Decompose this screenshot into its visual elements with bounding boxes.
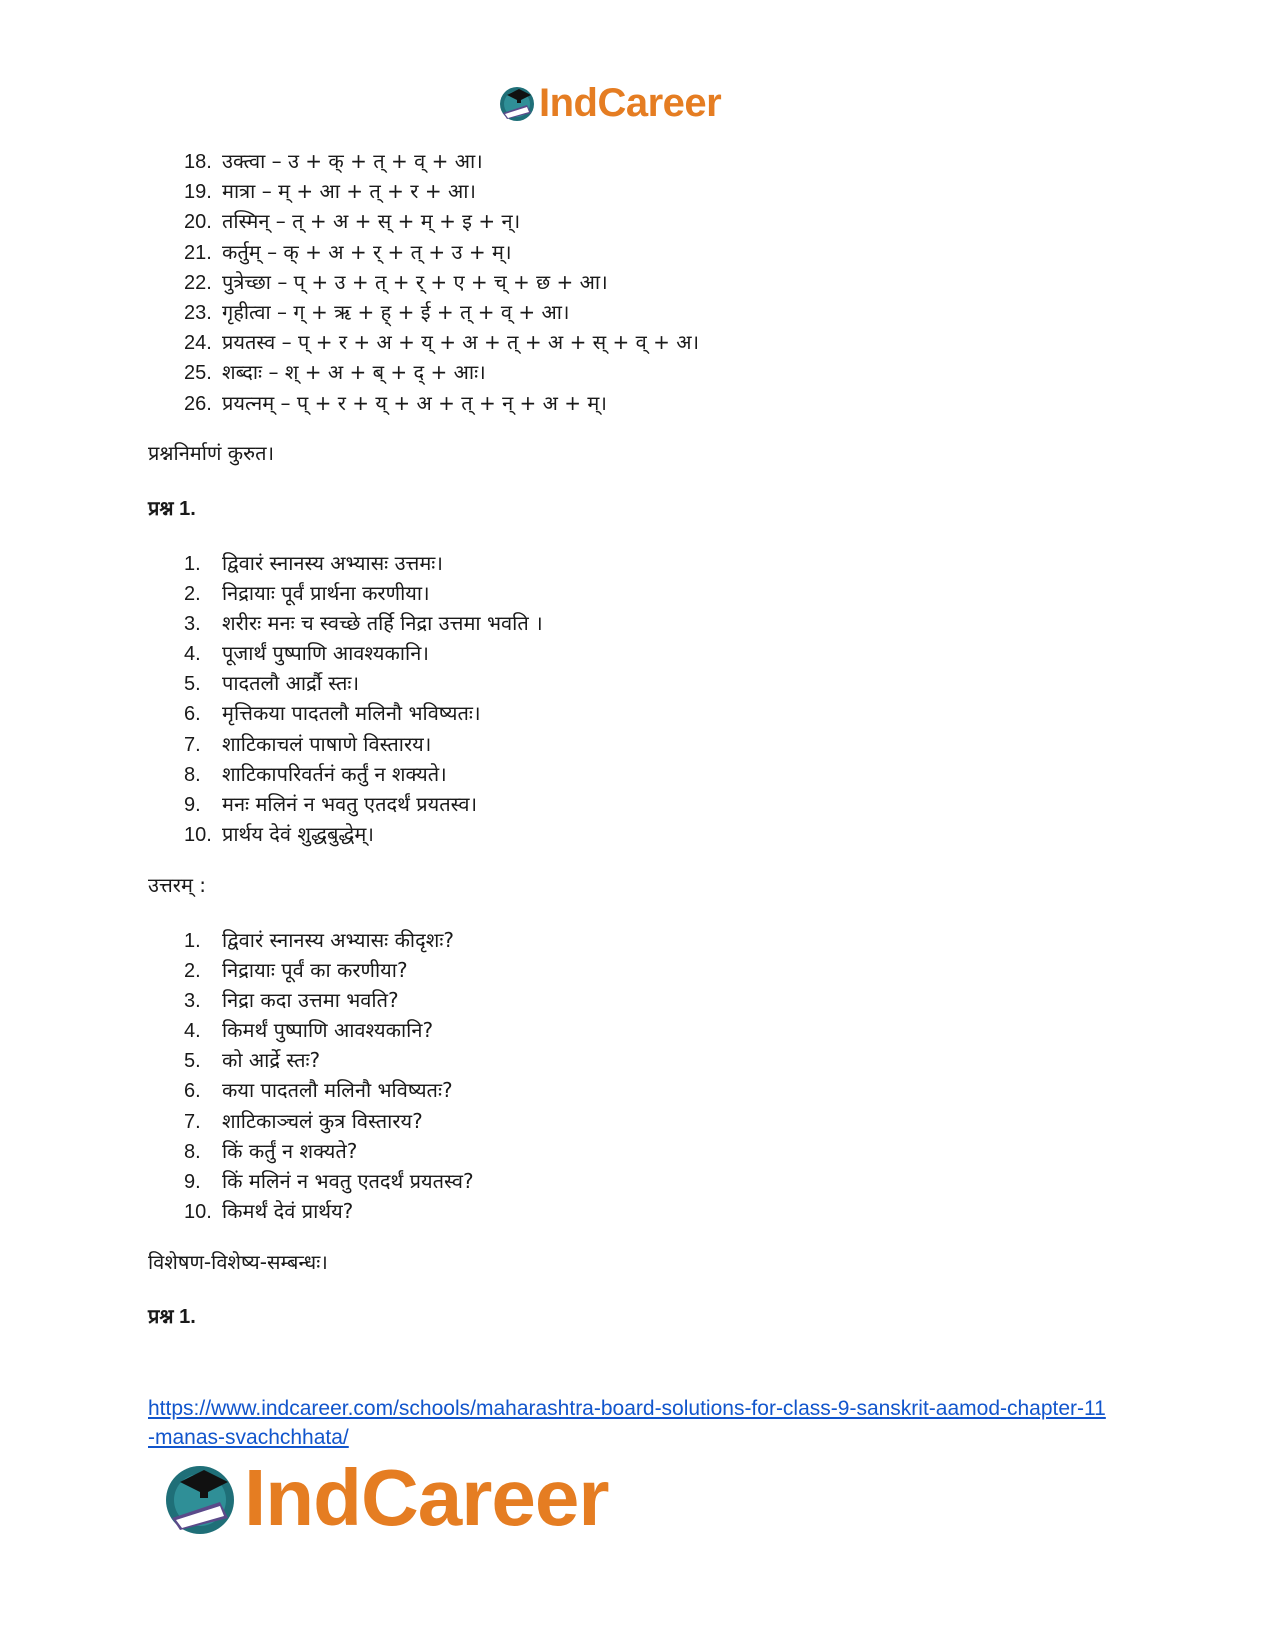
item-text: प्रयतस्व – प् + र + अ + य् + अ + त् + अ + स् + व् + अ। xyxy=(222,330,700,355)
item-text: किमर्थं पुष्पाणि आवश्यकानि? xyxy=(222,1018,434,1043)
list-item xyxy=(184,985,474,1015)
list-item xyxy=(184,608,543,638)
item-number: 5. xyxy=(184,1050,201,1073)
list-item xyxy=(184,237,699,267)
item-text: निद्रायाः पूर्वं प्रार्थना करणीया। xyxy=(222,581,430,606)
list-item xyxy=(184,1015,474,1045)
item-number: 4. xyxy=(184,643,201,666)
item-number: 20. xyxy=(184,211,212,234)
item-text: किं मलिनं न भवतु एतदर्थं प्रयतस्व? xyxy=(222,1168,474,1193)
item-number: 7. xyxy=(184,733,201,756)
list-item xyxy=(184,789,543,819)
item-number: 9. xyxy=(184,793,201,816)
item-text: शाटिकाचलं पाषाणे विस्तारय। xyxy=(222,731,432,756)
list-item xyxy=(184,759,543,789)
answer-label: उत्तरम् : xyxy=(148,873,207,897)
list-item xyxy=(184,955,474,985)
list-item xyxy=(184,267,699,297)
source-url-link[interactable]: https://www.indcareer.com/schools/maharashtra-board-solutions-for-class-9-sanskrit-aamod-chapter-11-manas-svachchhata/ xyxy=(148,1397,1106,1449)
list-item xyxy=(184,668,543,698)
list-item xyxy=(184,357,699,387)
list-item xyxy=(184,548,543,578)
item-number: 6. xyxy=(184,703,201,726)
item-text: तस्मिन् – त् + अ + स् + म् + इ + न्। xyxy=(222,209,521,234)
list-item xyxy=(184,176,699,206)
item-text: द्विवारं स्नानस्य अभ्यासः कीदृशः? xyxy=(222,928,454,952)
sandhi-split-list xyxy=(184,146,699,418)
question-label-text: प्रश्न 1. xyxy=(148,1306,196,1328)
item-number: 10. xyxy=(184,1200,212,1223)
item-number: 1. xyxy=(184,553,201,575)
list-item xyxy=(184,638,543,668)
item-number: 2. xyxy=(184,960,201,983)
item-number: 5. xyxy=(184,673,201,696)
answer-list xyxy=(184,925,474,1226)
statement-list xyxy=(184,548,543,849)
item-number: 19. xyxy=(184,181,212,204)
item-number: 18. xyxy=(184,151,212,173)
item-number: 8. xyxy=(184,1140,201,1163)
list-item xyxy=(184,146,699,176)
item-number: 2. xyxy=(184,583,201,606)
list-item xyxy=(184,1045,474,1075)
item-number: 21. xyxy=(184,241,212,264)
logo-wordmark: IndCareer xyxy=(244,1453,609,1542)
item-text: कर्तुम् – क् + अ + र् + त् + उ + म्। xyxy=(222,239,512,264)
list-item xyxy=(184,1166,474,1196)
item-text: निद्रायाः पूर्वं का करणीया? xyxy=(222,958,408,983)
item-text: मृत्तिकया पादतलौ मलिनौ भविष्यतः। xyxy=(222,701,481,726)
item-number: 25. xyxy=(184,362,212,385)
item-text: उक्त्वा – उ + क् + त् + व् + आ। xyxy=(222,149,483,173)
footer-logo[interactable] xyxy=(160,1455,608,1541)
list-item xyxy=(184,327,699,357)
item-number: 6. xyxy=(184,1080,201,1103)
item-number: 24. xyxy=(184,332,212,355)
item-number: 22. xyxy=(184,271,212,294)
list-item xyxy=(184,297,699,327)
item-text: शब्दाः – श् + अ + ब् + द् + आः। xyxy=(222,360,486,385)
item-text: मात्रा – म् + आ + त् + र + आ। xyxy=(222,179,476,204)
section-heading: प्रश्ननिर्माणं कुरुत। xyxy=(148,441,275,465)
list-item xyxy=(184,1136,474,1166)
list-item xyxy=(184,1106,474,1136)
item-number: 9. xyxy=(184,1170,201,1193)
list-item xyxy=(184,1196,474,1226)
list-item xyxy=(184,578,543,608)
item-number: 26. xyxy=(184,392,212,415)
item-text: किं कर्तुं न शक्यते? xyxy=(222,1138,358,1163)
question-label xyxy=(148,494,196,521)
item-text: को आर्द्रे स्तः? xyxy=(222,1048,321,1073)
list-item xyxy=(184,388,699,418)
question-label xyxy=(148,1302,196,1329)
item-text: पूजार्थं पुष्पाणि आवश्यकानि। xyxy=(222,641,429,666)
globe-graduation-cap-icon xyxy=(497,83,537,123)
item-text: द्विवारं स्नानस्य अभ्यासः उत्तमः। xyxy=(222,551,443,575)
item-text: कया पादतलौ मलिनौ भविष्यतः? xyxy=(222,1078,453,1103)
globe-graduation-cap-icon xyxy=(160,1458,240,1538)
item-number: 3. xyxy=(184,613,201,636)
item-text: शाटिकाञ्चलं कुत्र विस्तारय? xyxy=(222,1108,423,1133)
item-number: 3. xyxy=(184,990,201,1013)
item-text: पुत्रेच्छा – प् + उ + त् + र् + ए + च् + छ + आ। xyxy=(222,269,608,294)
item-text: शाटिकापरिवर्तनं कर्तुं न शक्यते। xyxy=(222,761,447,786)
list-item xyxy=(184,698,543,728)
item-text: शरीरः मनः च स्वच्छे तर्हि निद्रा उत्तमा भवति । xyxy=(222,611,543,636)
item-text: मनः मलिनं न भवतु एतदर्थं प्रयतस्व। xyxy=(222,791,478,816)
list-item xyxy=(184,925,474,955)
item-text: प्रयत्नम् – प् + र + य् + अ + त् + न् + अ + म्। xyxy=(222,390,607,415)
item-text: प्रार्थय देवं शुद्धबुद्धेम्। xyxy=(222,821,374,846)
item-number: 1. xyxy=(184,930,201,952)
section-heading: विशेषण-विशेष्य-सम्बन्धः। xyxy=(148,1250,328,1274)
item-text: किमर्थं देवं प्रार्थय? xyxy=(222,1198,354,1223)
item-number: 7. xyxy=(184,1110,201,1133)
list-item xyxy=(184,1075,474,1105)
header-logo[interactable] xyxy=(497,78,721,128)
item-number: 10. xyxy=(184,823,212,846)
item-number: 23. xyxy=(184,301,212,324)
item-text: पादतलौ आर्द्रौ स्तः। xyxy=(222,671,360,696)
item-number: 4. xyxy=(184,1020,201,1043)
item-text: गृहीत्वा – ग् + ऋ + ह् + ई + त् + व् + आ। xyxy=(222,299,570,324)
item-text: निद्रा कदा उत्तमा भवति? xyxy=(222,988,399,1013)
item-number: 8. xyxy=(184,763,201,786)
logo-wordmark: IndCareer xyxy=(539,80,722,125)
list-item xyxy=(184,206,699,236)
list-item xyxy=(184,729,543,759)
question-label-text: प्रश्न 1. xyxy=(148,498,196,520)
list-item xyxy=(184,819,543,849)
